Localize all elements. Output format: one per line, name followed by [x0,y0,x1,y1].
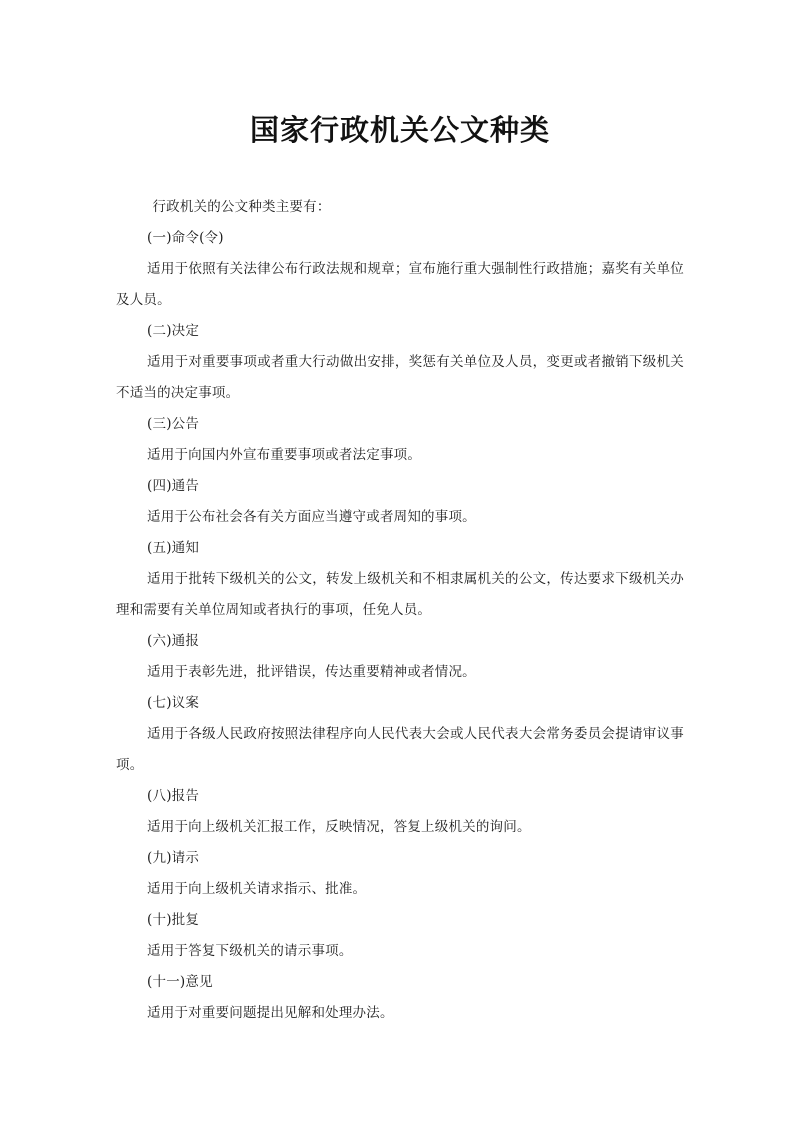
section-text-8: 适用于向上级机关汇报工作，反映情况，答复上级机关的询问。 [147,819,531,835]
section-heading-6: (六)通报 [147,633,200,649]
document-title: 国家行政机关公文种类 [249,113,550,147]
section-text-3: 适用于向国内外宣布重要事项或者法定事项。 [147,447,422,463]
section-heading-11: (十一)意见 [147,974,213,990]
intro-paragraph: 行政机关的公文种类主要有： [152,199,331,215]
section-heading-3: (三)公告 [147,416,200,432]
section-heading-1: (一)命令(令) [147,230,224,246]
section-heading-2: (二)决定 [147,323,200,339]
section-text-2: 适用于对重要事项或者重大行动做出安排，奖惩有关单位及人员，变更或者撤销下级机关不适当的决定事项。 [116,354,684,401]
section-heading-4: (四)通告 [147,478,200,494]
section-text-4: 适用于公布社会各有关方面应当遵守或者周知的事项。 [147,509,476,525]
section-heading-8: (八)报告 [147,788,200,804]
section-heading-7: (七)议案 [147,695,200,711]
section-text-10: 适用于答复下级机关的请示事项。 [147,943,353,959]
section-text-9: 适用于向上级机关请求指示、批准。 [147,881,367,897]
section-text-1: 适用于依照有关法律公布行政法规和规章；宣布施行重大强制性行政措施；嘉奖有关单位及人员。 [116,261,684,308]
section-text-6: 适用于表彰先进，批评错误，传达重要精神或者情况。 [147,664,476,680]
section-heading-9: (九)请示 [147,850,200,866]
document-body [116,192,684,1029]
section-text-5: 适用于批转下级机关的公文，转发上级机关和不相隶属机关的公文，传达要求下级机关办理和需要有关单位周知或者执行的事项，任免人员。 [116,571,684,618]
section-text-7: 适用于各级人民政府按照法律程序向人民代表大会或人民代表大会常务委员会提请审议事项。 [116,726,684,773]
section-text-11: 适用于对重要问题提出见解和处理办法。 [147,1005,394,1021]
section-heading-10: (十)批复 [147,912,200,928]
section-heading-5: (五)通知 [147,540,200,556]
